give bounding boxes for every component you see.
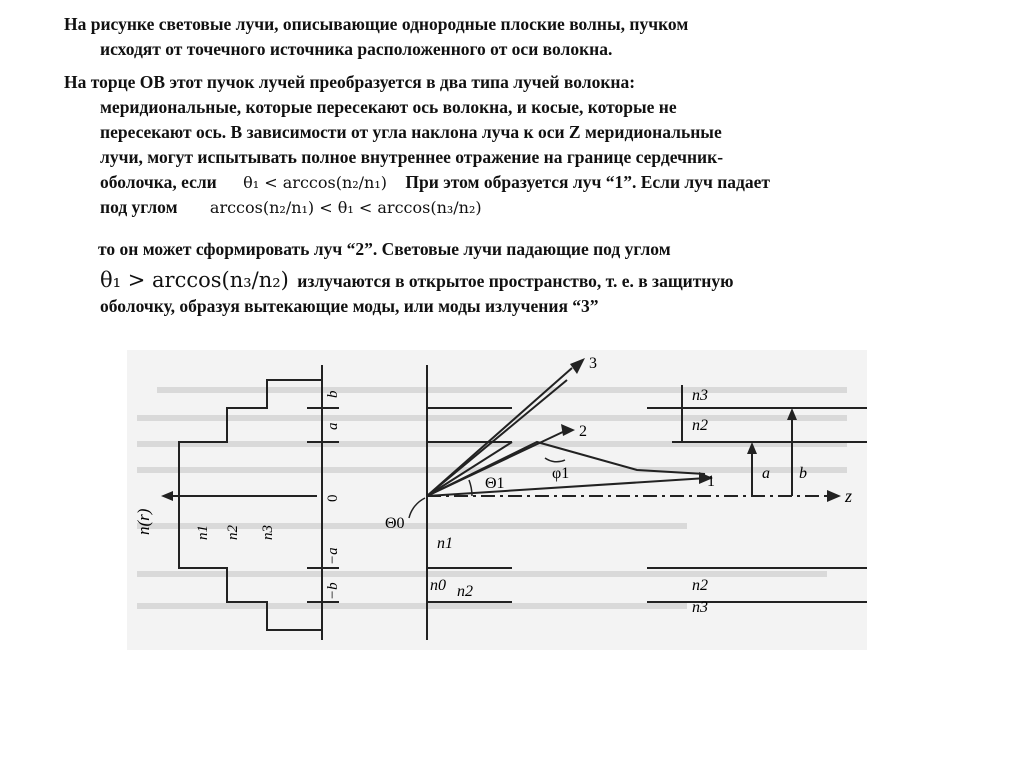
region-n3-bottom-label: n3 <box>692 599 708 616</box>
profile-zero-label: 0 <box>325 494 341 502</box>
region-n0-label: n0 <box>430 577 446 594</box>
region-n2-bottom-label: n2 <box>457 583 473 600</box>
paragraph-2-line-3: пересекают ось. В зависимости от угла наклона луча к оси Z меридиональные <box>100 122 722 142</box>
region-n2-right-bottom-label: n2 <box>692 577 708 594</box>
region-n1-label: n1 <box>437 535 453 552</box>
formula-condition-2: arccos(n₂/n₁) < θ₁ < arccos(n₃/n₂) <box>209 198 482 217</box>
paragraph-2-line-5 <box>64 170 770 195</box>
paragraph-3-line-1: то он может сформировать луч “2”. Световые лучи падающие под углом <box>98 239 671 259</box>
profile-minus-b-label: −b <box>325 582 341 600</box>
ray-1-label: 1 <box>707 473 715 490</box>
profile-n1-label: n1 <box>195 525 211 540</box>
paragraph-3-cont <box>100 268 734 319</box>
theta1-label: Θ1 <box>485 475 505 492</box>
z-axis-label: z <box>845 486 853 506</box>
ray-3-label: 3 <box>589 355 597 372</box>
paragraph-3-line-3: оболочку, образуя вытекающие моды, или моды излучения “3” <box>100 296 599 316</box>
dimension-b-label: b <box>799 465 807 482</box>
line-2-text-after: излучаются в открытое пространство, т. е. в защитную <box>297 271 734 291</box>
formula-condition-1: θ₁ < arccos(n₂/n₁) <box>243 173 388 192</box>
n-r-axis-label: n(r) <box>134 508 153 535</box>
fiber-ray-diagram <box>127 350 867 650</box>
paragraph-2-line-4: лучи, могут испытывать полное внутреннее отражение на границе сердечник- <box>100 147 724 167</box>
formula-condition-3: θ₁ > arccos(n₃/n₂) <box>100 268 289 292</box>
profile-n2-label: n2 <box>225 525 241 540</box>
paragraph-3-line-2 <box>100 268 734 294</box>
profile-b-label: b <box>325 390 341 398</box>
paragraph-2 <box>64 70 770 220</box>
paragraph-1 <box>64 12 688 62</box>
paragraph-2-line-2: меридиональные, которые пересекают ось волокна, и косые, которые не <box>100 97 677 117</box>
region-n3-top-label: n3 <box>692 387 708 404</box>
line-5-text-before: оболочка, если <box>100 172 217 192</box>
paragraph-1-line-1: На рисунке световые лучи, описывающие однородные плоские волны, пучком <box>64 14 689 34</box>
fiber-ray-diagram-svg <box>127 350 867 650</box>
paragraph-2-line-1: На торце ОВ этот пучок лучей преобразуется в два типа лучей волокна: <box>64 72 636 92</box>
paragraph-3 <box>98 237 671 262</box>
ray-2-label: 2 <box>579 423 587 440</box>
profile-a-label: a <box>325 422 341 430</box>
theta0-label: Θ0 <box>385 515 405 532</box>
line-6-text-before: под углом <box>100 197 178 217</box>
region-n2-top-label: n2 <box>692 417 708 434</box>
phi1-label: φ1 <box>552 465 570 482</box>
paragraph-1-line-2: исходят от точечного источника расположенного от оси волокна. <box>100 39 613 59</box>
profile-minus-a-label: −a <box>325 547 341 565</box>
profile-n3-label: n3 <box>260 525 276 540</box>
line-5-text-after: При этом образуется луч “1”. Если луч падает <box>405 172 771 192</box>
dimension-a-label: a <box>762 465 770 482</box>
paragraph-2-line-6 <box>64 195 770 220</box>
